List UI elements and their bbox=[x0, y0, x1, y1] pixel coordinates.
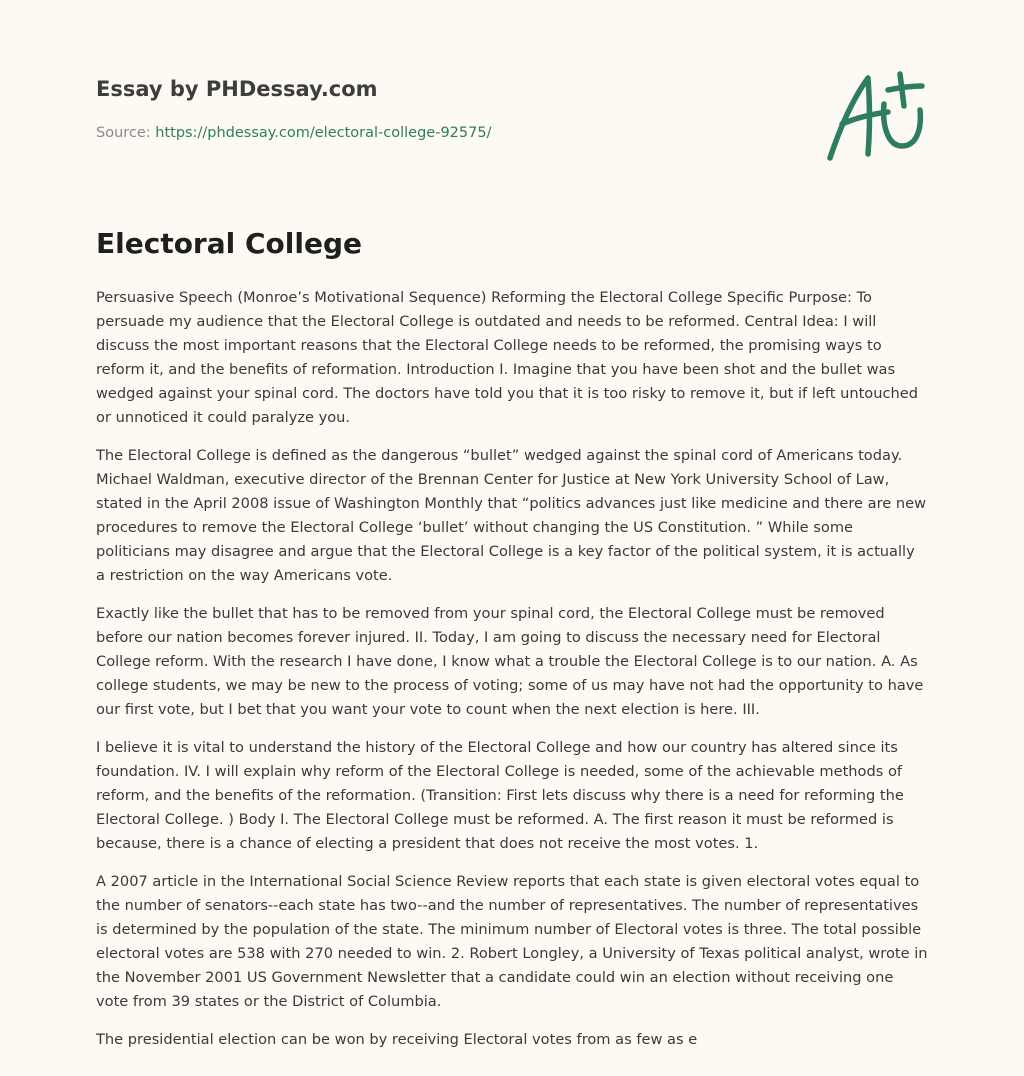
a-plus-logo-icon bbox=[822, 66, 930, 166]
essay-paragraph: A 2007 article in the International Social Science Review reports that each state is given electoral votes equal to the number of senators--each state has two--and the number of representatives. The number of representatives is determined by the population of the state. The minimum number of Electoral votes is three. The total possible electoral votes are 538 with 270 needed to win. 2. Robert Longley, a University of Texas political analyst, wrote in the November 2001 US Government Newsletter that a candidate could win an election without receiving one vote from 39 states or the District of Columbia. bbox=[96, 873, 928, 1010]
brand-title: Essay by PHDessay.com bbox=[96, 77, 378, 101]
essay-paragraph: I believe it is vital to understand the history of the Electoral College and how our country has altered since its foundation. IV. I will explain why reform of the Electoral College is needed, some of the achievable methods of reform, and the benefits of the reformation. (Transition: First lets discuss why there is a need for reforming the Electoral College. ) Body I. The Electoral College must be reformed. A. The first reason it must be reformed is because, there is a chance of electing a president that does not receive the most votes. 1. bbox=[96, 739, 904, 852]
essay-paragraph: The Electoral College is defined as the dangerous “bullet” wedged against the spinal cord of Americans today. Michael Waldman, executive director of the Brennan Center for Justice at New York University School of Law, stated in the April 2008 issue of Washington Monthly that “politics advances just like medicine and there are new procedures to remove the Electoral College ‘bullet’ without changing the US Constitution. ” While some politicians may disagree and argue that the Electoral College is a key factor of the political system, it is actually a restriction on the way Americans vote. bbox=[96, 447, 927, 584]
source-label: Source: bbox=[96, 125, 156, 141]
essay-title: Electoral College bbox=[96, 227, 362, 260]
essay-paragraph: Persuasive Speech (Monroe’s Motivational Sequence) Reforming the Electoral College Specific Purpose: To persuade my audience that the Electoral College is outdated and needs to be reformed. Central Idea: I will discuss the most important reasons that the Electoral College needs to be reformed, the promising ways to reform it, and the benefits of reformation. Introduction I. Imagine that you have been shot and the bullet was wedged against your spinal cord. The doctors have told you that it is too risky to remove it, but if left untouched or unnoticed it could paralyze you. bbox=[96, 289, 919, 426]
essay-body bbox=[96, 286, 928, 1066]
essay-paragraph: The presidential election can be won by receiving Electoral votes from as few as e bbox=[96, 1031, 698, 1048]
document-header bbox=[96, 74, 796, 143]
essay-paragraph: Exactly like the bullet that has to be removed from your spinal cord, the Electoral College must be removed before our nation becomes forever injured. II. Today, I am going to discuss the necessary need for Electoral College reform. With the research I have done, I know what a trouble the Electoral College is to our nation. A. As college students, we may be new to the process of voting; some of us may have not had the opportunity to have our first vote, but I bet that you want your vote to count when the next election is here. III. bbox=[96, 605, 924, 718]
source-link[interactable]: https://phdessay.com/electoral-college-92575/ bbox=[155, 125, 492, 141]
source-line bbox=[96, 123, 796, 143]
